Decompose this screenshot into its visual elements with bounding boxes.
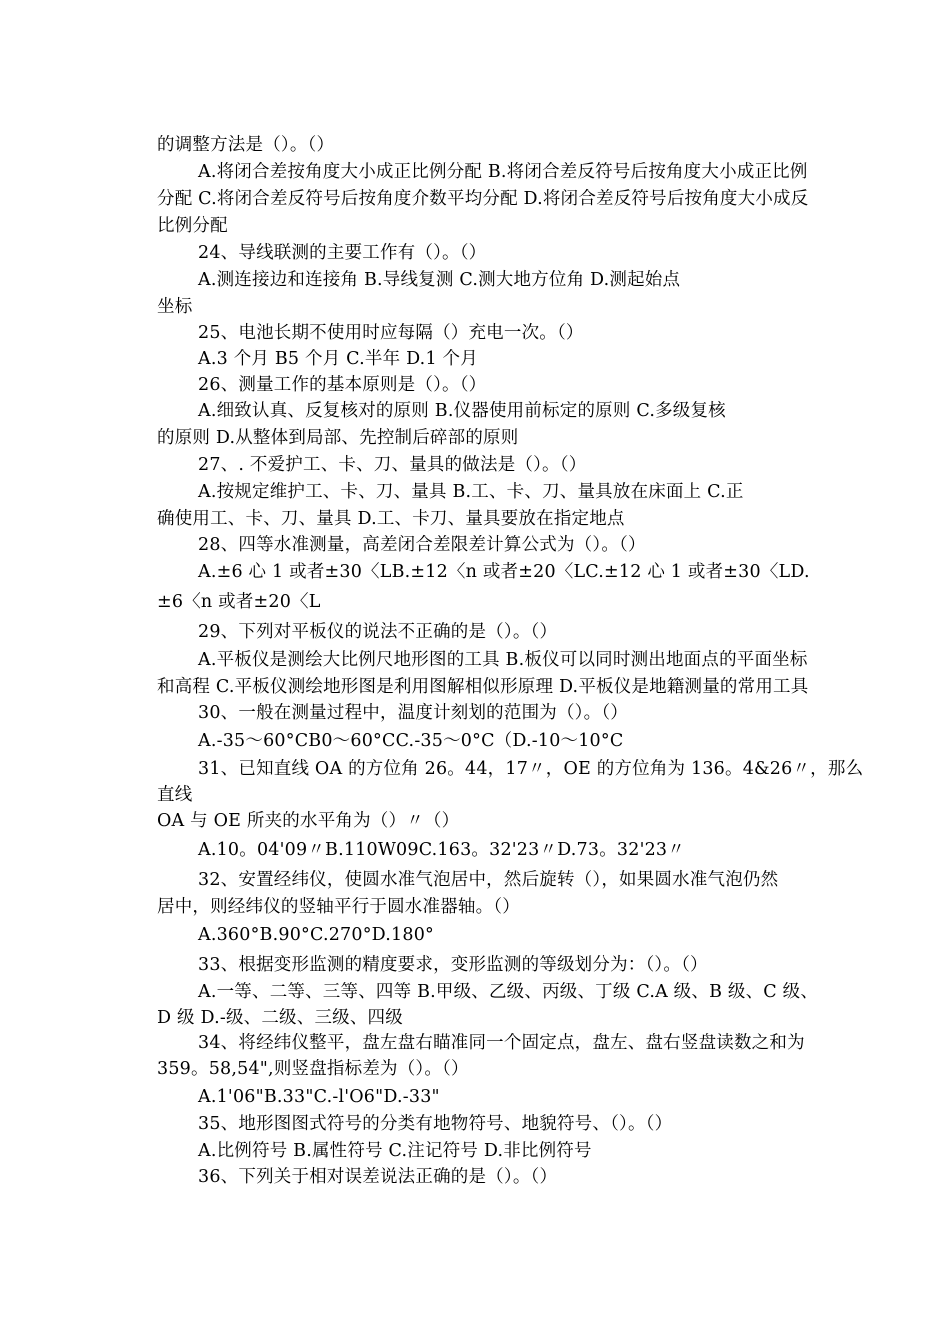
text-line: A.测连接边和连接角 B.导线复测 C.测大地方位角 D.测起始点 xyxy=(198,270,681,290)
text-line: A.1'06"B.33"C.-l'O6"D.-33" xyxy=(198,1087,440,1107)
text-line: A.按规定维护工、卡、刀、量具 B.工、卡、刀、量具放在床面上 C.正 xyxy=(198,482,744,502)
text-line: 分配 C.将闭合差反符号后按角度介数平均分配 D.将闭合差反符号后按角度大小成反 xyxy=(157,189,809,209)
text-line: 29、下列对平板仪的说法不正确的是（）。（） xyxy=(198,622,558,642)
text-line: A.-35〜60°CB0〜60°CC.-35〜0°C（D.-10〜10°C xyxy=(198,731,624,751)
text-line: 26、测量工作的基本原则是（）。（） xyxy=(198,375,487,395)
text-line: 31、已知直线 OA 的方位角 26。44，17〃，OE 的方位角为 136。4&26〃，那么 xyxy=(198,759,864,779)
text-line: 的原则 D.从整体到局部、先控制后碎部的原则 xyxy=(157,428,519,448)
text-line: 坐标 xyxy=(157,297,193,317)
text-line: A.10。04'09〃B.110W09C.163。32'23〃D.73。32'23〃 xyxy=(198,840,685,860)
text-line: 33、根据变形监测的精度要求，变形监测的等级划分为：（）。（） xyxy=(198,955,708,975)
text-line: 直线 xyxy=(157,785,193,805)
text-line: A.将闭合差按角度大小成正比例分配 B.将闭合差反符号后按角度大小成正比例 xyxy=(198,162,808,182)
text-line: A.±6 心 1 或者±30〈LB.±12〈n 或者±20〈LC.±12 心 1 或者±30〈LD. xyxy=(198,562,810,582)
text-line: A.细致认真、反复核对的原则 B.仪器使用前标定的原则 C.多级复核 xyxy=(198,401,726,421)
text-line: OA 与 OE 所夹的水平角为（）〃（） xyxy=(157,811,460,831)
text-line: 确使用工、卡、刀、量具 D.工、卡刀、量具要放在指定地点 xyxy=(157,509,625,529)
text-line: 35、地形图图式符号的分类有地物符号、地貌符号、（）。（） xyxy=(198,1114,673,1134)
text-line: 25、电池长期不使用时应每隔（）充电一次。（） xyxy=(198,323,584,343)
text-line: 比例分配 xyxy=(157,216,228,236)
text-line: 34、将经纬仪整平，盘左盘右瞄准同一个固定点，盘左、盘右竖盘读数之和为 xyxy=(198,1033,805,1053)
text-line: 27、. 不爱护工、卡、刀、量具的做法是（）。（） xyxy=(198,455,587,475)
text-line: 32、安置经纬仪，使圆水准气泡居中，然后旋转（），如果圆水准气泡仍然 xyxy=(198,870,779,890)
text-line: 的调整方法是（）。（） xyxy=(157,135,335,155)
text-line: 和高程 C.平板仪测绘地形图是利用图解相似形原理 D.平板仪是地籍测量的常用工具 xyxy=(157,677,809,697)
text-line: A.3 个月 B5 个月 C.半年 D.1 个月 xyxy=(198,349,478,369)
text-line: A.一等、二等、三等、四等 B.甲级、乙级、丙级、丁级 C.A 级、B 级、C 级、 xyxy=(198,982,819,1002)
text-line: 30、一般在测量过程中，温度计刻划的范围为（）。（） xyxy=(198,703,628,723)
text-line: A.比例符号 B.属性符号 C.注记符号 D.非比例符号 xyxy=(198,1141,592,1161)
text-line: A.360°B.90°C.270°D.180° xyxy=(198,925,434,945)
text-line: 24、导线联测的主要工作有（）。（） xyxy=(198,243,487,263)
text-line: 359。58,54",则竖盘指标差为（）。（） xyxy=(157,1059,469,1079)
text-line: 28、四等水准测量，高差闭合差限差计算公式为（）。（） xyxy=(198,535,646,555)
text-line: D 级 D.-级、二级、三级、四级 xyxy=(157,1008,403,1028)
text-line: 居中，则经纬仪的竖轴平行于圆水准器轴。（） xyxy=(157,897,520,917)
text-line: ±6〈n 或者±20〈L xyxy=(157,592,321,612)
text-line: 36、下列关于相对误差说法正确的是（）。（） xyxy=(198,1167,558,1187)
text-line: A.平板仪是测绘大比例尺地形图的工具 B.板仪可以同时测出地面点的平面坐标 xyxy=(198,650,808,670)
